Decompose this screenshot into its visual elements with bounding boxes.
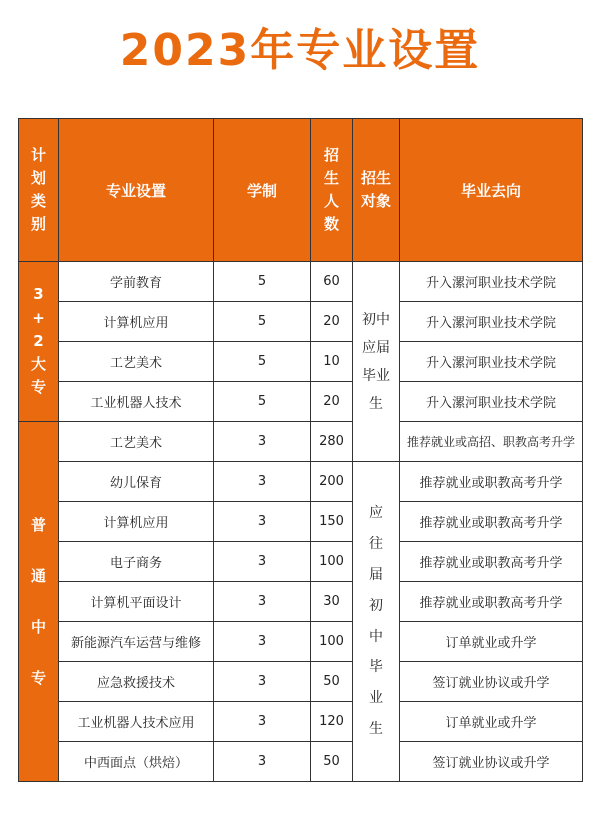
major-cell: 电子商务 [59,542,214,582]
destination-cell: 升入漯河职业技术学院 [400,342,583,382]
duration-cell: 5 [214,382,311,422]
major-cell: 应急救援技术 [59,662,214,702]
table-row [19,542,583,582]
table-row [19,422,583,462]
header-category: 计 划 类 别 [19,119,59,262]
header-enrollment: 招 生 人 数 [311,119,353,262]
destination-cell: 推荐就业或高招、职教高考升学 [400,422,583,462]
count-cell: 280 [311,422,353,462]
header-duration: 学制 [214,119,311,262]
count-cell: 100 [311,622,353,662]
major-cell: 工业机器人技术 [59,382,214,422]
major-cell: 计算机平面设计 [59,582,214,622]
duration-cell: 5 [214,342,311,382]
destination-cell: 签订就业协议或升学 [400,662,583,702]
duration-cell: 3 [214,422,311,462]
major-cell: 工业机器人技术应用 [59,702,214,742]
page-title: 2023年专业设置 [119,25,481,76]
count-cell: 20 [311,382,353,422]
destination-cell: 升入漯河职业技术学院 [400,382,583,422]
count-cell: 20 [311,302,353,342]
major-cell: 学前教育 [59,262,214,302]
destination-cell: 签订就业协议或升学 [400,742,583,782]
target-cell: 初中 应届 毕业 生 [353,262,400,462]
major-cell: 工艺美术 [59,342,214,382]
count-cell: 50 [311,662,353,702]
destination-cell: 推荐就业或职教高考升学 [400,542,583,582]
major-cell: 中西面点（烘焙） [59,742,214,782]
count-cell: 10 [311,342,353,382]
destination-cell: 推荐就业或职教高考升学 [400,462,583,502]
major-cell: 工艺美术 [59,422,214,462]
duration-cell: 3 [214,582,311,622]
category-cell: 3 + 2 大 专 [19,262,59,422]
table-row [19,462,583,502]
duration-cell: 3 [214,662,311,702]
destination-cell: 升入漯河职业技术学院 [400,262,583,302]
duration-cell: 3 [214,502,311,542]
destination-cell: 订单就业或升学 [400,702,583,742]
destination-cell: 升入漯河职业技术学院 [400,302,583,342]
header-target: 招生 对象 [353,119,400,262]
major-cell: 幼儿保育 [59,462,214,502]
table-row [19,502,583,542]
table-row [19,262,583,302]
header-destination: 毕业去向 [400,119,583,262]
major-cell: 新能源汽车运营与维修 [59,622,214,662]
duration-cell: 3 [214,462,311,502]
major-table [18,118,583,782]
table-row [19,662,583,702]
duration-cell: 3 [214,542,311,582]
table-row [19,382,583,422]
destination-cell: 订单就业或升学 [400,622,583,662]
count-cell: 150 [311,502,353,542]
duration-cell: 3 [214,622,311,662]
category-cell: 普 通 中 专 [19,422,59,782]
target-cell: 应 往 届 初 中 毕 业 生 [353,462,400,782]
count-cell: 60 [311,262,353,302]
destination-cell: 推荐就业或职教高考升学 [400,502,583,542]
count-cell: 50 [311,742,353,782]
major-cell: 计算机应用 [59,502,214,542]
header-row [19,119,583,262]
duration-cell: 3 [214,702,311,742]
duration-cell: 5 [214,262,311,302]
table-row [19,582,583,622]
duration-cell: 5 [214,302,311,342]
count-cell: 200 [311,462,353,502]
table-row [19,342,583,382]
table-row [19,702,583,742]
table-row [19,622,583,662]
major-cell: 计算机应用 [59,302,214,342]
destination-cell: 推荐就业或职教高考升学 [400,582,583,622]
count-cell: 100 [311,542,353,582]
table-row [19,302,583,342]
duration-cell: 3 [214,742,311,782]
header-major: 专业设置 [59,119,214,262]
count-cell: 30 [311,582,353,622]
count-cell: 120 [311,702,353,742]
table-row [19,742,583,782]
